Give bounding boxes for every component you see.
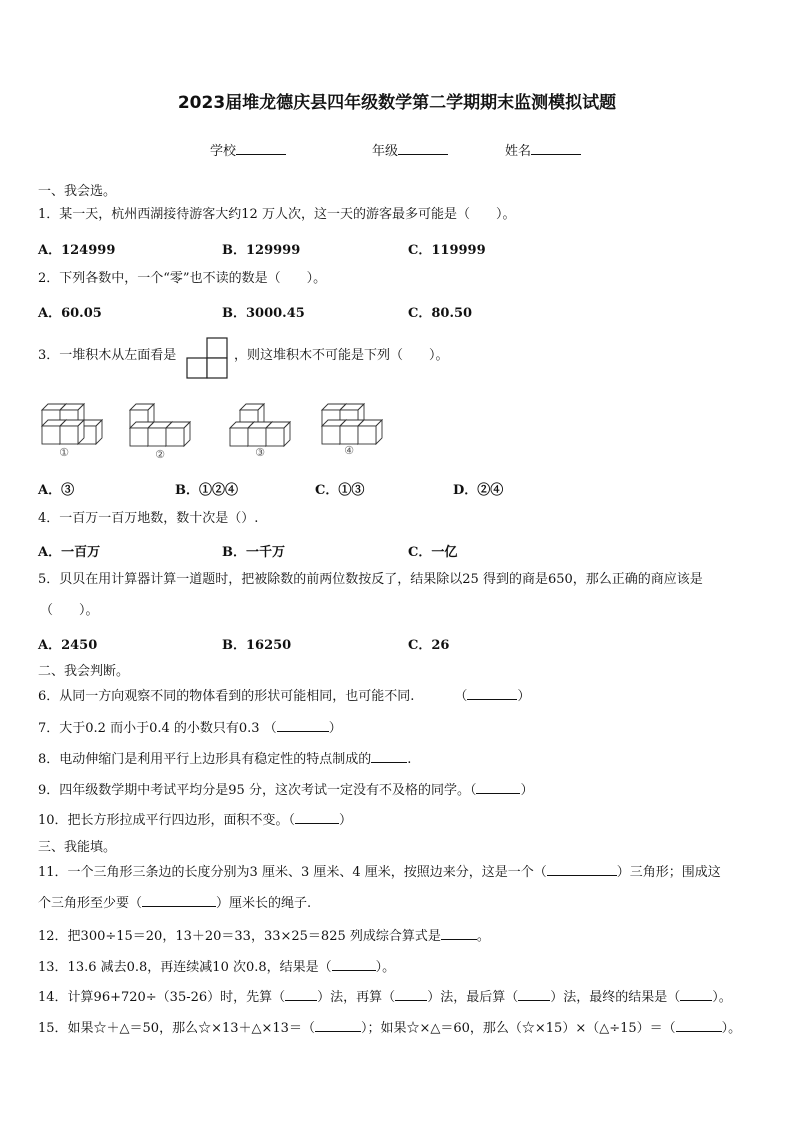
school-label: 学校: [210, 144, 237, 159]
q15-text: [38, 1018, 741, 1038]
q13-text: [38, 957, 395, 977]
q8-text: [38, 749, 411, 769]
q3-option-c[interactable]: C．①③: [315, 483, 365, 498]
q12-tail: 。: [476, 929, 490, 944]
q11-statement-4: ）厘米长的绳子.: [216, 896, 312, 911]
q11-statement-2: ）三角形；围成这: [616, 865, 721, 880]
q3-text-post: ，则这堆积木不可能是下列（ ）。: [234, 348, 449, 363]
q3-text-pre: 3．一堆积木从左面看是: [38, 348, 177, 363]
q9-close-paren: ）: [520, 783, 534, 798]
q7-answer-blank[interactable]: [277, 718, 329, 732]
q14-part-4: ）法，最终的结果是（: [550, 990, 681, 1005]
q5-option-b[interactable]: B．16250: [222, 638, 292, 653]
q11-statement-1: 11．一个三角形三条边的长度分别为3 厘米、3 厘米、4 厘米，按照边来分，这是一个（: [38, 865, 547, 880]
q12-answer-blank[interactable]: [441, 926, 477, 940]
q15-part-2: ）；如果☆×△＝60，那么（☆×15）×（△÷15）＝（: [360, 1021, 676, 1036]
section-2-heading: 二、我会判断。: [38, 664, 130, 679]
q14-answer-blank-4[interactable]: [680, 987, 712, 1001]
block-figure-1: [42, 404, 102, 444]
q1-option-a[interactable]: A．124999: [38, 243, 116, 258]
name-field: [505, 140, 581, 159]
block-figure-2: [130, 404, 190, 446]
q9-text: [38, 780, 533, 800]
q2-option-c[interactable]: C．80.50: [408, 306, 473, 321]
q12-text: [38, 926, 490, 946]
q14-part-1: 14．计算96+720÷（35-26）时，先算（: [38, 990, 286, 1005]
q15-answer-blank-1[interactable]: [315, 1018, 361, 1032]
q13-answer-blank[interactable]: [332, 957, 376, 971]
q4-option-b[interactable]: B．一千万: [222, 545, 285, 560]
q14-answer-blank-1[interactable]: [285, 987, 317, 1001]
q14-answer-blank-3[interactable]: [518, 987, 550, 1001]
q14-part-2: ）法，再算（: [317, 990, 396, 1005]
q14-answer-blank-2[interactable]: [395, 987, 427, 1001]
name-blank[interactable]: [531, 141, 581, 155]
q3-option-d[interactable]: D．②④: [453, 483, 504, 498]
grade-blank[interactable]: [398, 141, 448, 155]
q5-text-line1: 5．贝贝在用计算器计算一道题时，把被除数的前两位数按反了，结果除以25 得到的商是650，那么正确的商应该是: [38, 572, 703, 587]
q8-tail: .: [407, 752, 412, 767]
q4-option-a[interactable]: A．一百万: [38, 545, 101, 560]
q3-left-view-figure: [186, 336, 232, 380]
grade-label: 年级: [372, 144, 399, 159]
q6-text: [38, 686, 530, 706]
section-3-heading: 三、我能填。: [38, 840, 117, 855]
q4-text: 4．一百万一百万地数，数十次是（）.: [38, 511, 259, 526]
q6-statement: 6．从同一方向观察不同的物体看到的形状可能相同，也可能不同.: [38, 689, 415, 704]
q3-option-b[interactable]: B．①②④: [175, 483, 238, 498]
q15-part-3: ）。: [721, 1021, 742, 1036]
q2-option-b[interactable]: B．3000.45: [222, 306, 305, 321]
q15-answer-blank-2[interactable]: [676, 1018, 722, 1032]
q6-close-paren: ）: [517, 689, 531, 704]
q11-answer-blank-2[interactable]: [142, 893, 216, 907]
q1-option-b[interactable]: B．129999: [222, 243, 301, 258]
school-field: [210, 140, 286, 159]
block-label-4: ④: [344, 444, 354, 457]
q5-text-line2: （ ）。: [40, 603, 99, 618]
q1-option-c[interactable]: C．119999: [408, 243, 486, 258]
page-title: 2023届堆龙德庆县四年级数学第二学期期末监测模拟试题: [177, 93, 617, 113]
q15-part-1: 15．如果☆＋△＝50，那么☆×13＋△×13＝（: [38, 1021, 315, 1036]
q7-close-paren: ）: [328, 721, 342, 736]
q13-tail: ）。: [375, 960, 396, 975]
q8-statement: 8．电动伸缩门是利用平行上边形具有稳定性的特点制成的: [38, 752, 372, 767]
q7-text: [38, 718, 342, 738]
q9-answer-blank[interactable]: [476, 780, 520, 794]
q6-answer-blank[interactable]: [467, 686, 517, 700]
q12-statement: 12．把300÷15＝20，13＋20＝33，33×25＝825 列成综合算式是: [38, 929, 441, 944]
q2-option-a[interactable]: A．60.05: [38, 306, 102, 321]
q11-answer-blank-1[interactable]: [547, 862, 617, 876]
section-1-heading: 一、我会选。: [38, 184, 117, 199]
q14-part-3: ）法，最后算（: [427, 990, 519, 1005]
q9-statement: 9．四年级数学期中考试平均分是95 分，这次考试一定没有不及格的同学。（: [38, 783, 477, 798]
q1-text: 1．某一天，杭州西湖接待游客大约12 万人次，这一天的游客最多可能是（ ）。: [38, 207, 516, 222]
q2-text: 2．下列各数中，一个“零”也不读的数是（ ）。: [38, 271, 327, 286]
grade-field: [372, 140, 448, 159]
school-blank[interactable]: [236, 141, 286, 155]
q5-option-c[interactable]: C．26: [408, 638, 450, 653]
name-label: 姓名: [505, 144, 532, 159]
q4-option-c[interactable]: C．一亿: [408, 545, 458, 560]
block-label-3: ③: [255, 446, 265, 459]
q3-block-figures: [38, 400, 438, 462]
q11-text-line1: [38, 862, 721, 882]
q11-statement-3: 个三角形至少要（: [38, 896, 143, 911]
q14-part-5: ）。: [712, 990, 732, 1005]
q13-statement: 13．13.6 减去0.8，再连续减10 次0.8，结果是（: [38, 960, 332, 975]
q8-answer-blank[interactable]: [371, 749, 407, 763]
q7-statement: 7．大于0.2 而小于0.4 的小数只有0.3 （: [38, 721, 277, 736]
block-figure-3: [230, 404, 290, 446]
q10-close-paren: ）: [339, 813, 353, 828]
q14-text: [38, 987, 732, 1007]
block-label-2: ②: [155, 448, 165, 461]
q5-option-a[interactable]: A．2450: [38, 638, 98, 653]
q3-option-a[interactable]: A．③: [38, 483, 75, 498]
q6-open-paren: （: [454, 689, 468, 704]
block-figure-4: [322, 404, 382, 444]
block-label-1: ①: [59, 446, 69, 459]
q10-text: [38, 810, 352, 830]
q10-answer-blank[interactable]: [295, 810, 339, 824]
q11-text-line2: [38, 893, 311, 913]
q10-statement: 10．把长方形拉成平行四边形，面积不变。（: [38, 813, 296, 828]
